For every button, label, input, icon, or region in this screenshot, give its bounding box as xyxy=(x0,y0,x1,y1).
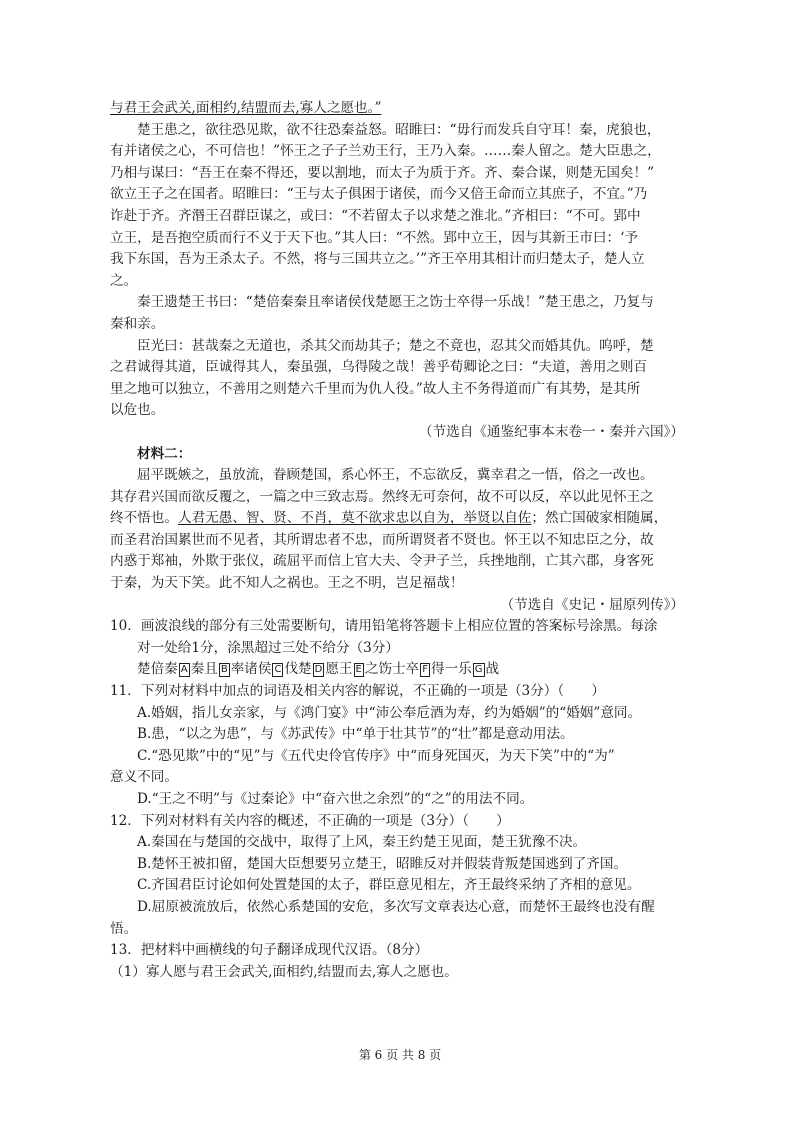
option-box-g[interactable]: G xyxy=(474,664,483,676)
text-line: 之。 xyxy=(110,272,138,289)
option-c-cont: 意义不同。 xyxy=(110,769,178,786)
text-line: 诈赴于齐。齐湣王召群臣谋之，或曰：“不若留太子以求楚之淮北。”齐相曰：“不可。郢中 xyxy=(110,207,641,224)
material-two-heading: 材料二： xyxy=(137,445,192,462)
sentence-segment: 率诸侯 xyxy=(230,661,272,678)
paragraph-qin-letter xyxy=(110,292,690,335)
text-line: 乃相与谋曰：“吾王在秦不得还，要以割地，而太子为质于齐。齐、秦合谋，则楚无国矣！” xyxy=(110,164,655,181)
source-citation-2: （节选自《史记・屈原列传》） xyxy=(500,596,684,613)
text-line: 欲立王子之在国者。昭睢曰：“王与太子俱困于诸侯，而今又倍王命而立其庶子，不宜。”乃 xyxy=(110,186,648,203)
text-line: 于秦，为天下笑。此不知人之祸也。王之不明，岂足福哉！ xyxy=(110,575,464,592)
question-text: 对一处给1分，涂黑超过三处不给分（3分） xyxy=(137,639,399,656)
option-box-d[interactable]: D xyxy=(314,664,323,676)
option-a: A.婚姻，指儿女亲家，与《鸿门宴》中“沛公奉卮酒为寿，约为婚姻”的“婚姻”意同。 xyxy=(137,704,642,721)
option-box-b[interactable]: B xyxy=(220,664,228,676)
option-c: C.齐国君臣讨论如何处置楚国的太子，群臣意见相左，齐王最终采纳了齐相的意见。 xyxy=(137,877,641,894)
text-line: 秦和亲。 xyxy=(110,315,165,332)
text-line: 内惑于郑袖，外欺于张仪，疏屈平而信上官大夫、令尹子兰，兵挫地削，亡其六郡，身客死 xyxy=(110,553,654,570)
question-text: 13．把材料中画横线的句子翻译成现代汉语。（8分） xyxy=(110,942,429,959)
text-line: 而圣君治国累世而不见者，其所谓忠者不忠，而所谓贤者不贤也。怀王以不知忠臣之分，故 xyxy=(110,531,654,548)
option-a: A.秦国在与楚国的交战中，取得了上风，秦王约楚王见面，楚王犹豫不决。 xyxy=(137,834,587,851)
punctuation-options xyxy=(110,659,690,681)
question-text: 10．画波浪线的部分有三处需要断句，请用铅笔将答题卡上相应位置的答案标号涂黑。每涂 xyxy=(110,618,658,635)
question-13 xyxy=(110,940,690,983)
option-box-a[interactable]: A xyxy=(180,664,188,676)
question-text: 12．下列对材料有关内容的概述，不正确的一项是（3分）（ ） xyxy=(110,812,510,829)
option-box-e[interactable]: E xyxy=(355,664,362,676)
option-b: B.楚怀王被扣留，楚国大臣想要另立楚王，昭睢反对并假装背叛楚国逃到了齐国。 xyxy=(137,855,628,872)
text-line: 立王，是吾抱空质而行不义于天下也。”其人曰：“不然。郢中立王，因与其新王市曰：‘予 xyxy=(110,229,638,246)
paragraph-qu-ping xyxy=(110,465,690,595)
option-d: D.“王之不明”与《过秦论》中“奋六世之余烈”的“之”的用法不同。 xyxy=(137,791,534,807)
text-segment: ；然亡国破家相随属， xyxy=(531,510,668,527)
option-c: C.“恐见欺”中的“见”与《五代史伶官传序》中“而身死国灭，为天下笑”中的“为” xyxy=(137,747,615,764)
question-text: 11．下列对材料中加点的词语及相关内容的解说，不正确的一项是（3分）（ ） xyxy=(110,683,605,700)
quote-continuation: 与君王会武关,面相约,结盟而去,寡人之愿也。” xyxy=(110,100,382,116)
option-d: D.屈原被流放后，依然心系楚国的安危，多次写文章表达心意，而楚怀王最终也没有醒 xyxy=(137,898,655,915)
underlined-sentence: 人君无愚、智、贤、不肖，莫不欲求忠以自为，举贤以自佐 xyxy=(177,510,532,527)
sub-question-1: （1）寡人愿与君王会武关,面相约,结盟而去,寡人之愿也。 xyxy=(110,963,458,980)
text-line: 其存君兴国而欲反覆之，一篇之中三致志焉。然终无可奈何，故不可以反，卒以此见怀王之 xyxy=(110,488,654,505)
sentence-segment: 伐楚 xyxy=(284,661,312,678)
sentence-segment: 愿王 xyxy=(325,661,353,678)
option-box-c[interactable]: C xyxy=(274,664,282,676)
sentence-segment: 楚倍秦 xyxy=(137,661,178,678)
text-segment: 终不悟也。 xyxy=(110,510,178,527)
text-line: 臣光曰：甚哉秦之无道也，杀其父而劫其子；楚之不竟也，忍其父而婚其仇。呜呼，楚 xyxy=(137,337,654,354)
text-line: 之君诚得其道，臣诚得其人，秦虽强，乌得陵之哉！善乎荀卿论之曰：“夫道，善用之则百 xyxy=(110,359,648,376)
question-10 xyxy=(110,616,690,681)
exam-page xyxy=(110,98,690,983)
option-d-cont: 悟。 xyxy=(110,920,138,937)
question-12 xyxy=(110,811,690,941)
sentence-segment: 秦且 xyxy=(190,661,218,678)
text-line: 屈平既嫉之，虽放流，眷顾楚国，系心怀王，不忘欲反，冀幸君之一悟，俗之一改也。 xyxy=(137,467,654,484)
text-line xyxy=(110,508,690,530)
text-line: 里之地可以独立，不善用之则楚六千里而为仇人役。”故人主不务得道而广有其势，是其所 xyxy=(110,380,641,397)
question-11 xyxy=(110,681,690,811)
option-box-f[interactable]: F xyxy=(422,664,428,676)
option-b: B.患，“以之为患”，与《苏武传》中“单于壮其节”的“壮”都是意动用法。 xyxy=(137,726,574,743)
sentence-segment: 之饬士卒 xyxy=(364,661,420,678)
paragraph-chen-guang xyxy=(110,336,690,422)
text-line: 秦王遗楚王书曰：“楚倍秦秦且率诸侯伐楚愿王之饬士卒得一乐战！”楚王患之，乃复与 xyxy=(137,294,654,311)
paragraph-chu-king xyxy=(110,120,690,293)
sentence-segment: 得一乐 xyxy=(431,661,472,678)
page-number: 第 6 页 共 8 页 xyxy=(358,1048,442,1062)
text-line: 我下东国，吾为王杀太子。不然，将与三国共立之。’”齐王卒用其相计而归楚太子，楚人立 xyxy=(110,251,645,268)
text-line: 以危也。 xyxy=(110,402,165,419)
source-citation-1: （节选自《通鉴纪事本末卷一・秦并六国》） xyxy=(418,423,684,440)
sentence-segment: 战 xyxy=(485,661,500,678)
text-line: 楚王患之，欲往恐见欺，欲不往恐秦益怒。昭睢曰：“毋行而发兵自守耳！秦，虎狼也， xyxy=(137,121,661,138)
text-line: 有并诸侯之心，不可信也！”怀王之子子兰劝王行，王乃入秦。……秦人留之。楚大臣患之， xyxy=(110,143,661,160)
